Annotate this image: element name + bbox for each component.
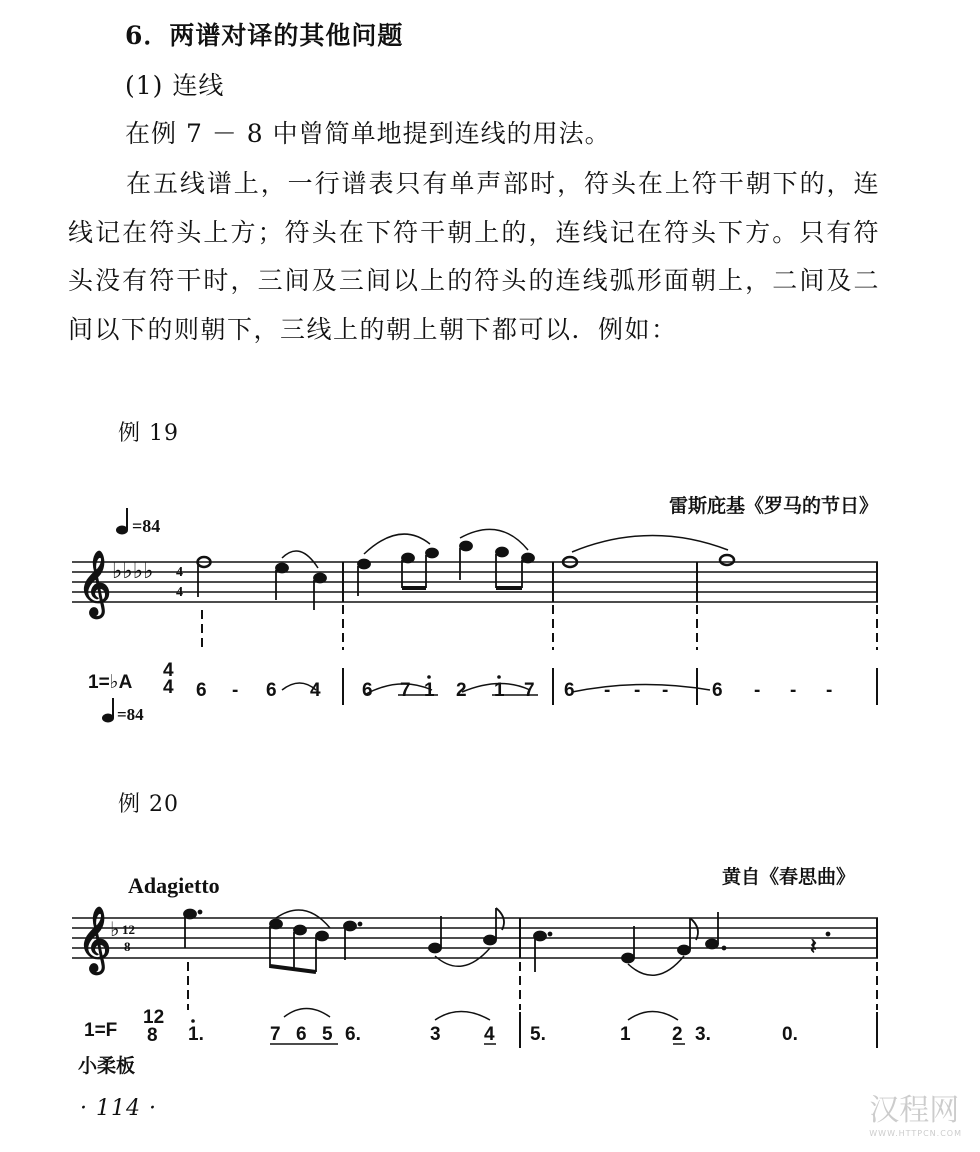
jianpu-note: 3: [430, 1024, 441, 1045]
watermark-url: WWW.HTTPCN.COM: [869, 1129, 962, 1138]
section-title: 6．两谱对译的其他问题: [125, 21, 404, 50]
jianpu-note: 6.: [345, 1024, 361, 1045]
body-paragraph: 在五线谱上，一行谱表只有单声部时，符头在上符干朝下的，连线记在符头上方；符头在下符干朝上的，连线记在符头下方。只有符头没有符干时，三间及三间以上的符头的连线弧形面朝上，二间及二间以下的则朝下，三线上的朝上朝下都可以．例如：: [68, 169, 880, 344]
jianpu-note: 7: [524, 680, 535, 701]
key-signature: 1=F: [84, 1020, 118, 1041]
tempo-chinese: 小柔板: [78, 1056, 136, 1077]
time-sig-top: 12: [122, 922, 135, 937]
jianpu-time-bottom: 4: [163, 677, 174, 698]
example-19-score: [0, 480, 980, 730]
jianpu-note: 5.: [530, 1024, 546, 1045]
jianpu-note: -: [662, 680, 669, 701]
example-20-source: 黄自《春思曲》: [721, 867, 855, 888]
jianpu-note: 5: [322, 1024, 333, 1045]
example-19-source: 雷斯庇基《罗马的节日》: [668, 496, 878, 517]
jianpu-note: 7: [400, 680, 411, 701]
high-octave-dot: [497, 675, 501, 679]
time-sig-bottom: 4: [176, 585, 183, 600]
jianpu-note: 1: [424, 680, 435, 701]
treble-clef-icon: 𝄞: [78, 909, 112, 971]
time-sig-bottom: 8: [124, 939, 131, 954]
treble-clef-icon: 𝄞: [78, 553, 112, 615]
jianpu-note: 6: [196, 680, 207, 701]
subsection-title: (1) 连线: [125, 71, 225, 100]
jianpu-note: 0.: [782, 1024, 798, 1045]
jianpu-note: 6: [266, 680, 277, 701]
jianpu-note: 1: [620, 1024, 631, 1045]
jianpu-note: 4: [484, 1024, 495, 1045]
jianpu-note: 1.: [188, 1024, 204, 1045]
jianpu-time-top: 12: [143, 1007, 165, 1028]
example-19-label: 例 19: [118, 421, 179, 446]
jianpu-time-top: 4: [163, 660, 174, 681]
watermark-name: 汉程网: [869, 1093, 960, 1128]
flat-icon: ♭: [110, 919, 120, 941]
flat-icons: ♭♭♭♭: [112, 558, 154, 583]
rest-icon: 𝄽: [810, 934, 817, 959]
high-octave-dot: [191, 1019, 195, 1023]
jianpu-note: 6: [712, 680, 723, 701]
alignment-dashes: [202, 605, 877, 650]
jianpu-note: 2: [456, 680, 467, 701]
jianpu-note: -: [232, 680, 239, 701]
jianpu-note: 7: [270, 1024, 281, 1045]
page-number: · 114 ·: [80, 1096, 157, 1121]
example-20-score: [0, 860, 980, 1100]
jianpu-note: 6: [296, 1024, 307, 1045]
tempo-mark: [116, 508, 160, 536]
jianpu-note: 4: [310, 680, 321, 701]
key-signature: 1=♭A: [88, 672, 133, 693]
tempo-value: =84: [132, 516, 161, 536]
jianpu-note: 2: [672, 1024, 683, 1045]
example-20-label: 例 20: [118, 792, 179, 817]
jianpu-time-bottom: 8: [147, 1025, 158, 1046]
staff-lines: [72, 918, 878, 958]
jianpu-note: -: [790, 680, 797, 701]
jianpu-tempo: =84: [117, 705, 144, 724]
jianpu-note: 6: [362, 680, 373, 701]
watermark: [869, 1085, 962, 1138]
jianpu-note: 1: [494, 680, 505, 701]
tempo-marking: Adagietto: [128, 873, 220, 898]
staff-lines: [72, 562, 878, 602]
time-sig-top: 4: [176, 565, 183, 580]
jianpu-note: -: [634, 680, 641, 701]
jianpu-line: [196, 675, 832, 701]
high-octave-dot: [427, 675, 431, 679]
intro-text: 在例 7 － 8 中曾简单地提到连线的用法。: [125, 119, 611, 148]
slurs: [276, 910, 684, 1020]
notes: [198, 542, 735, 611]
jianpu-note: 6: [564, 680, 575, 701]
jianpu-note: 3.: [695, 1024, 711, 1045]
jianpu-line: [188, 1019, 798, 1045]
jianpu-note: -: [754, 680, 761, 701]
jianpu-note: -: [826, 680, 833, 701]
jianpu-note: -: [604, 680, 611, 701]
